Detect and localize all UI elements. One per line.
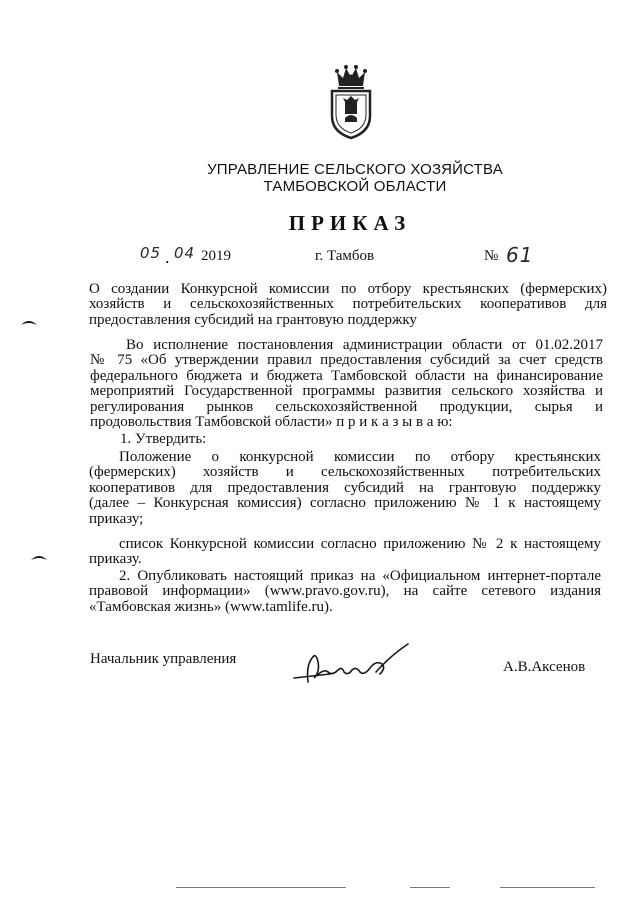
preamble-line: регулирования рынков сельскохозяйственной продукции, сырья и — [90, 398, 603, 415]
document-title: ПРИКАЗ — [288, 211, 412, 235]
item1-line: (далее – Конкурсная комиссия) согласно приложению № 1 к настоящему — [89, 495, 601, 512]
order-number-prefix: № — [484, 248, 499, 264]
scan-artifact-line — [176, 887, 346, 888]
item2-line: правовой информации» (www.pravo.gov.ru), на сайте сетевого издания — [89, 583, 601, 600]
preamble-line: продовольствия Тамбовской области» п р и к а з ы в а ю: — [90, 414, 453, 431]
date-month-handwritten: 04 — [174, 244, 196, 262]
subject-line: хозяйств и сельскохозяйственных потребительских кооперативов для — [89, 296, 607, 313]
preamble-paragraph — [90, 338, 603, 430]
item1-line: Положение о конкурсной комиссии по отбору крестьянских — [119, 449, 601, 465]
item2-line: «Тамбовская жизнь» (www.tamlife.ru). — [89, 598, 333, 615]
item1-line: список Конкурсной комиссии согласно приложению № 2 к настоящему — [119, 536, 601, 552]
preamble-line: федерального бюджета и бюджета Тамбовской области на финансирование — [90, 367, 603, 384]
scan-punch-mark — [20, 318, 38, 326]
preamble-line: № 75 «Об утверждении правил предоставления субсидий за счет средств — [90, 352, 603, 369]
scan-artifact-line — [500, 887, 595, 888]
city: г. Тамбов — [315, 248, 375, 264]
scan-punch-mark — [30, 553, 48, 561]
order-subject — [89, 282, 607, 328]
date-separator: . — [165, 247, 170, 267]
item1-heading: 1. Утвердить: — [120, 431, 207, 447]
item1-paragraph-regulation — [89, 450, 601, 527]
item1-line: приказу. — [89, 551, 142, 568]
agency-name-line1: УПРАВЛЕНИЕ СЕЛЬСКОГО ХОЗЯЙСТВА — [207, 161, 503, 178]
item1-line: кооперативов для предоставления субсидий на грантовую поддержку — [89, 479, 601, 496]
item2-paragraph — [89, 569, 601, 615]
item1-paragraph-list — [89, 537, 601, 568]
item1-line: (фермерских) хозяйств и сельскохозяйственных потребительских — [89, 464, 601, 481]
scan-artifact-line — [410, 887, 450, 888]
signatory-name: А.В.Аксенов — [503, 659, 586, 675]
order-number-handwritten: 61 — [506, 243, 534, 267]
agency-name-line2: ТАМБОВСКОЙ ОБЛАСТИ — [263, 178, 447, 195]
date-year: 2019 — [201, 248, 231, 264]
preamble-line: мероприятий Государственной программы развития сельского хозяйства и — [90, 383, 603, 400]
signatory-position: Начальник управления — [90, 651, 237, 667]
item1-line: приказу; — [89, 510, 144, 527]
handwritten-signature — [290, 638, 415, 688]
item2-line: 2. Опубликовать настоящий приказ на «Официальном интернет-портале — [119, 568, 601, 584]
subject-line: предоставления субсидий на грантовую поддержку — [89, 311, 417, 328]
date-day-handwritten: 05 — [140, 244, 162, 262]
subject-line: О создании Конкурсной комиссии по отбору крестьянских (фермерских) — [89, 281, 607, 297]
coat-of-arms-emblem — [323, 64, 379, 140]
preamble-line: Во исполнение постановления администрации области от 01.02.2017 — [126, 337, 603, 353]
